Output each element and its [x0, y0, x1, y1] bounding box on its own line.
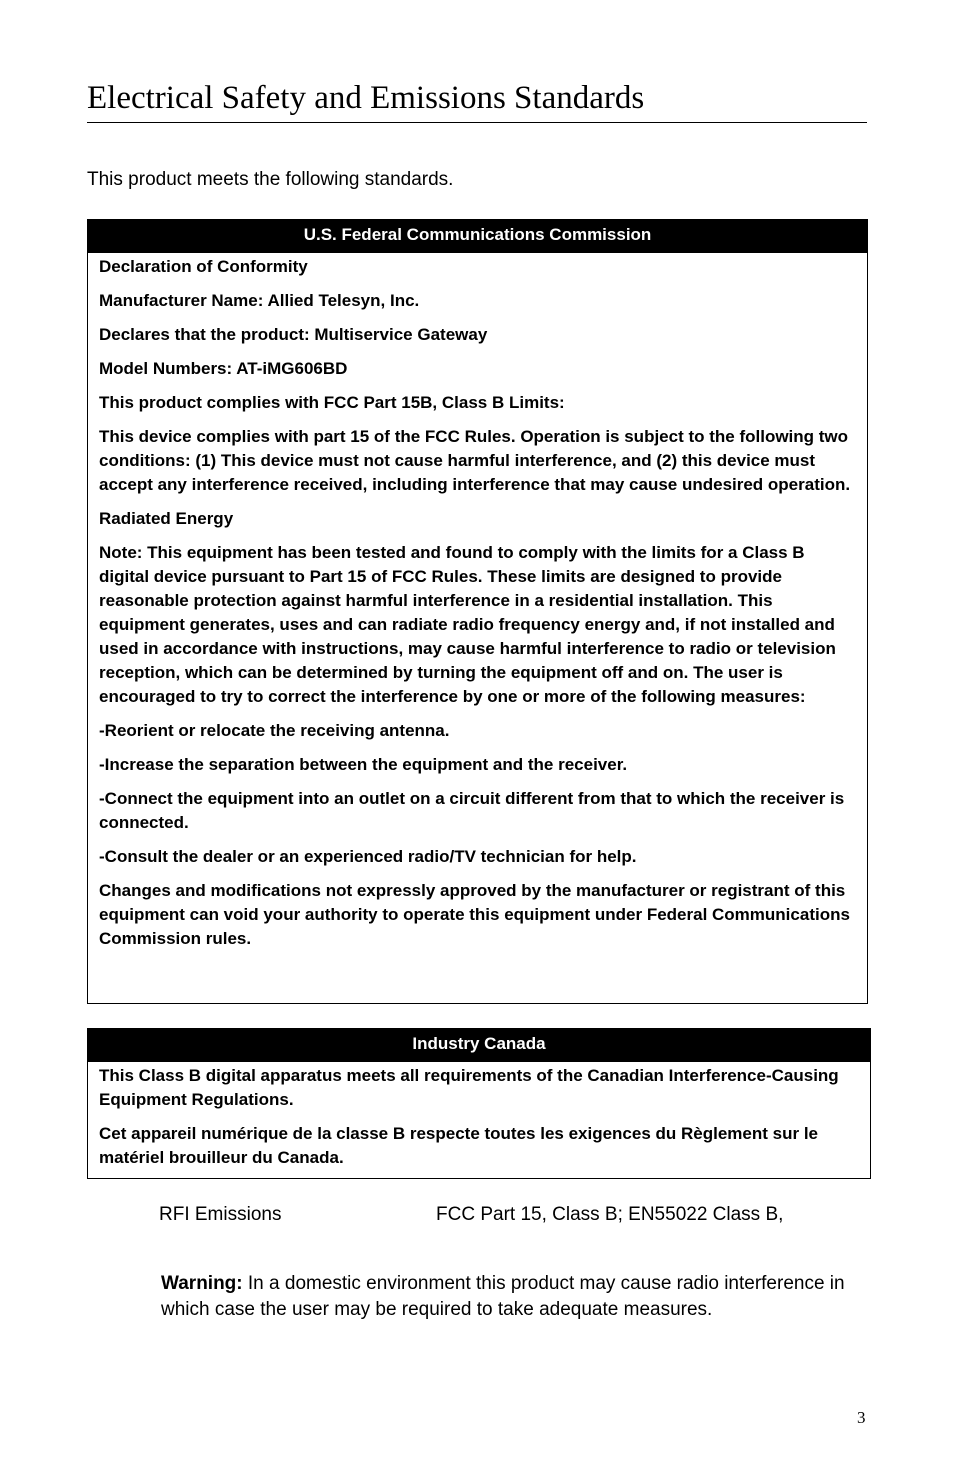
fcc-paragraph: Changes and modifications not expressly approved by the manufacturer or registrant of this equipment can void your authority to operate this equipment under Federal Communications Commission rules.	[99, 881, 850, 948]
fcc-box-header: U.S. Federal Communications Commission	[88, 220, 867, 253]
fcc-paragraph: -Connect the equipment into an outlet on a circuit different from that to which the receiver is connected.	[99, 789, 845, 832]
warning-text: In a domestic environment this product may cause radio interference in which case the user may be required to take adequate measures.	[161, 1273, 845, 1320]
fcc-paragraph: -Reorient or relocate the receiving antenna.	[99, 721, 450, 740]
fcc-standards-box	[87, 219, 868, 1004]
industry-canada-box-header: Industry Canada	[88, 1029, 870, 1062]
fcc-paragraph: This device complies with part 15 of the FCC Rules. Operation is subject to the following two conditions: (1) This device must not cause harmful interference, and (2) this device must accept any interference received, including interference that may cause undesired operation.	[99, 427, 851, 494]
fcc-paragraph: Manufacturer Name: Allied Telesyn, Inc.	[99, 291, 420, 310]
fcc-paragraph: This product complies with FCC Part 15B, Class B Limits:	[99, 393, 565, 412]
warning-note	[161, 1271, 851, 1323]
fcc-paragraph: Declares that the product: Multiservice Gateway	[99, 325, 488, 344]
fcc-paragraph: -Consult the dealer or an experienced radio/TV technician for help.	[99, 847, 637, 866]
page-title: Electrical Safety and Emissions Standards	[87, 78, 867, 123]
industry-canada-box-body	[88, 1062, 870, 1170]
industry-canada-paragraph: Cet appareil numérique de la classe B respecte toutes les exigences du Règlement sur le matériel brouilleur du Canada.	[99, 1124, 818, 1167]
page-number: 3	[857, 1408, 866, 1427]
fcc-paragraph: Note: This equipment has been tested and found to comply with the limits for a Class B digital device pursuant to Part 15 of FCC Rules. These limits are designed to provide reasonable protection against harmful interference in a residential installation. This equipment generates, uses and can radiate radio frequency energy and, if not installed and used in accordance with instructions, may cause harmful interference to radio or television reception, which can be determined by turning the equipment off and on. The user is encouraged to try to correct the interference by one or more of the following measures:	[99, 543, 836, 706]
warning-label: Warning:	[161, 1273, 243, 1294]
fcc-paragraph: Model Numbers: AT-iMG606BD	[99, 359, 348, 378]
fcc-paragraph: -Increase the separation between the equipment and the receiver.	[99, 755, 628, 774]
industry-canada-paragraph: This Class B digital apparatus meets all requirements of the Canadian Interference-Causing Equipment Regulations.	[99, 1066, 839, 1109]
spec-label: RFI Emissions	[159, 1204, 282, 1225]
intro-text: This product meets the following standards.	[87, 169, 454, 190]
spec-value: FCC Part 15, Class B; EN55022 Class B,	[436, 1204, 784, 1225]
industry-canada-box	[87, 1028, 871, 1179]
fcc-box-body	[88, 253, 867, 951]
fcc-paragraph: Declaration of Conformity	[99, 257, 308, 276]
fcc-paragraph: Radiated Energy	[99, 509, 234, 528]
